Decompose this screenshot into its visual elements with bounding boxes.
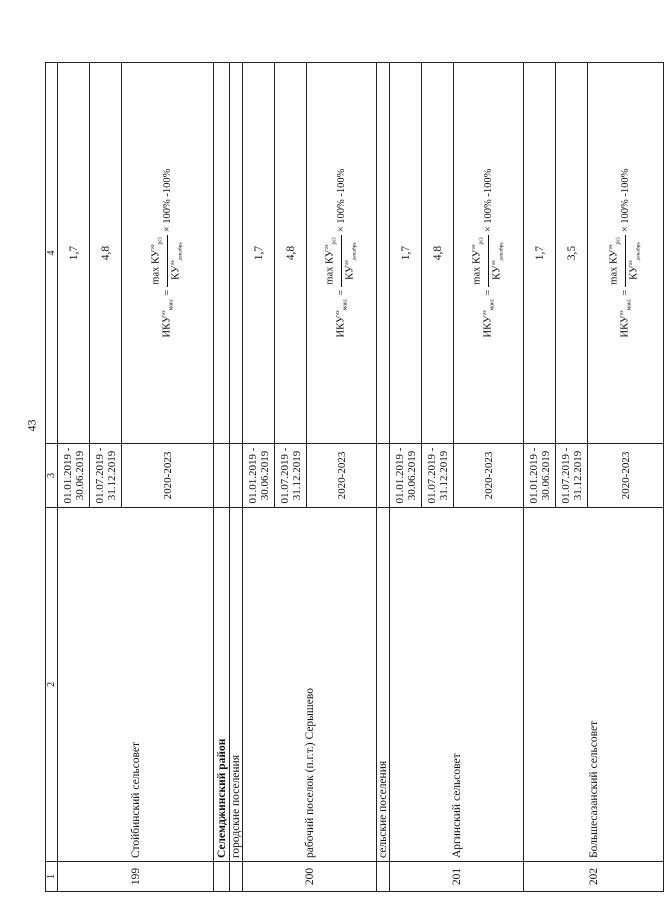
formula-fraction bbox=[148, 235, 186, 286]
formula-cell bbox=[454, 63, 524, 444]
formula-den-sup: ээ bbox=[628, 260, 634, 266]
header-col-1: 1 bbox=[46, 862, 58, 892]
formula bbox=[469, 169, 507, 338]
empty-cell bbox=[377, 63, 390, 444]
formula-num: max КУ bbox=[471, 249, 483, 285]
period-1: 01.01.2019 - 30.06.2019 bbox=[243, 444, 275, 508]
formula-tail: × 100% -100% bbox=[162, 168, 173, 233]
period-2: 01.07.2019 - 31.12.2019 bbox=[275, 444, 307, 508]
formula-den: КУ bbox=[491, 265, 503, 280]
formula-num-sup: ээ bbox=[471, 244, 478, 250]
value-1: 1,7 bbox=[58, 63, 90, 444]
empty-cell bbox=[230, 862, 243, 892]
empty-cell bbox=[214, 63, 230, 444]
formula-fraction bbox=[469, 235, 507, 286]
formula-eq: = bbox=[620, 289, 631, 296]
formula-den: КУ bbox=[170, 265, 182, 280]
formula-den-sub: декабрь bbox=[498, 242, 505, 261]
period-1: 01.01.2019 - 30.06.2019 bbox=[390, 444, 422, 508]
header-col-2: 2 bbox=[46, 508, 58, 862]
formula-cell bbox=[307, 63, 377, 444]
formula-fraction bbox=[606, 235, 644, 286]
empty-cell bbox=[214, 444, 230, 508]
formula-den-sup: ээ bbox=[344, 260, 350, 266]
formula bbox=[322, 169, 360, 338]
subsection-row bbox=[377, 63, 390, 892]
tariff-table bbox=[45, 62, 664, 892]
formula-tail: × 100% -100% bbox=[336, 168, 347, 233]
period-1: 01.01.2019 - 30.06.2019 bbox=[58, 444, 90, 508]
period-3: 2020-2023 bbox=[588, 444, 664, 508]
table-row bbox=[58, 63, 90, 892]
period-3: 2020-2023 bbox=[307, 444, 377, 508]
period-3: 2020-2023 bbox=[454, 444, 524, 508]
subsection-title: сельские поселения bbox=[377, 508, 390, 862]
period-2: 01.07.2019 - 31.12.2019 bbox=[422, 444, 454, 508]
formula-tail: × 100% -100% bbox=[483, 168, 494, 233]
value-1: 1,7 bbox=[243, 63, 275, 444]
municipality-name: рабочий поселок (п.г.т.) Серышево bbox=[243, 508, 377, 862]
formula-lhs: ИКУ bbox=[335, 315, 347, 338]
period-2: 01.07.2019 - 31.12.2019 bbox=[90, 444, 122, 508]
value-2: 3,5 bbox=[556, 63, 588, 444]
formula-eq: = bbox=[483, 289, 494, 296]
formula-num-sub: рсi bbox=[479, 237, 485, 245]
formula-num-sup: ээ bbox=[324, 244, 331, 250]
formula-den-sup: ээ bbox=[491, 260, 497, 266]
formula-num-sub: рсi bbox=[158, 237, 164, 245]
formula-lhs-sup: ээ bbox=[481, 310, 488, 316]
table-row bbox=[390, 63, 422, 892]
formula-cell bbox=[588, 63, 664, 444]
municipality-name: Аргинский сельсовет bbox=[390, 508, 524, 862]
formula bbox=[148, 169, 186, 338]
formula-lhs-sub: макс bbox=[342, 298, 349, 311]
formula-den-sub: декабрь bbox=[635, 242, 642, 261]
period-2: 01.07.2019 - 31.12.2019 bbox=[556, 444, 588, 508]
page-number: 43 bbox=[24, 419, 39, 432]
formula-num-sub: рсi bbox=[616, 237, 622, 245]
formula-lhs-sub: макс bbox=[626, 298, 633, 311]
subsection-row bbox=[230, 63, 243, 892]
formula-num-sup: ээ bbox=[608, 244, 615, 250]
table-row bbox=[243, 63, 275, 892]
section-row bbox=[214, 63, 230, 892]
formula-den-sub: декабрь bbox=[177, 242, 184, 261]
empty-cell bbox=[230, 63, 243, 444]
formula-den: КУ bbox=[344, 265, 356, 280]
header-col-3: 3 bbox=[46, 444, 58, 508]
row-number: 200 bbox=[243, 862, 377, 892]
formula bbox=[606, 169, 644, 338]
value-2: 4,8 bbox=[90, 63, 122, 444]
header-col-4: 4 bbox=[46, 63, 58, 444]
empty-cell bbox=[377, 862, 390, 892]
row-number: 202 bbox=[524, 862, 664, 892]
header-row bbox=[46, 63, 58, 892]
formula-lhs: ИКУ bbox=[619, 315, 631, 338]
formula-num-sub: рсi bbox=[332, 237, 338, 245]
row-number: 199 bbox=[58, 862, 214, 892]
formula-num: max КУ bbox=[324, 249, 336, 285]
subsection-title: городские поселения bbox=[230, 508, 243, 862]
municipality-name: Стойбинский сельсовет bbox=[58, 508, 214, 862]
formula-lhs-sub: макс bbox=[168, 298, 175, 311]
section-title: Селемджинский район bbox=[214, 508, 230, 862]
formula-lhs: ИКУ bbox=[161, 315, 173, 338]
value-2: 4,8 bbox=[275, 63, 307, 444]
formula-num: max КУ bbox=[608, 249, 620, 285]
formula-den: КУ bbox=[628, 265, 640, 280]
value-1: 1,7 bbox=[524, 63, 556, 444]
formula-fraction bbox=[322, 235, 360, 286]
formula-cell bbox=[122, 63, 214, 444]
formula-lhs-sub: макс bbox=[489, 298, 496, 311]
municipality-name: Большесазанский сельсовет bbox=[524, 508, 664, 862]
table-row bbox=[524, 63, 556, 892]
value-2: 4,8 bbox=[422, 63, 454, 444]
formula-lhs-sup: ээ bbox=[160, 310, 167, 316]
formula-lhs-sup: ээ bbox=[334, 310, 341, 316]
formula-num: max КУ bbox=[150, 249, 162, 285]
period-3: 2020-2023 bbox=[122, 444, 214, 508]
formula-eq: = bbox=[336, 289, 347, 296]
formula-lhs: ИКУ bbox=[482, 315, 494, 338]
empty-cell bbox=[377, 444, 390, 508]
period-1: 01.01.2019 - 30.06.2019 bbox=[524, 444, 556, 508]
formula-den-sup: ээ bbox=[170, 260, 176, 266]
formula-den-sub: декабрь bbox=[351, 242, 358, 261]
formula-tail: × 100% -100% bbox=[620, 168, 631, 233]
formula-eq: = bbox=[162, 289, 173, 296]
value-1: 1,7 bbox=[390, 63, 422, 444]
formula-num-sup: ээ bbox=[150, 244, 157, 250]
empty-cell bbox=[214, 862, 230, 892]
formula-lhs-sup: ээ bbox=[618, 310, 625, 316]
row-number: 201 bbox=[390, 862, 524, 892]
rotated-page bbox=[45, 62, 642, 892]
empty-cell bbox=[230, 444, 243, 508]
